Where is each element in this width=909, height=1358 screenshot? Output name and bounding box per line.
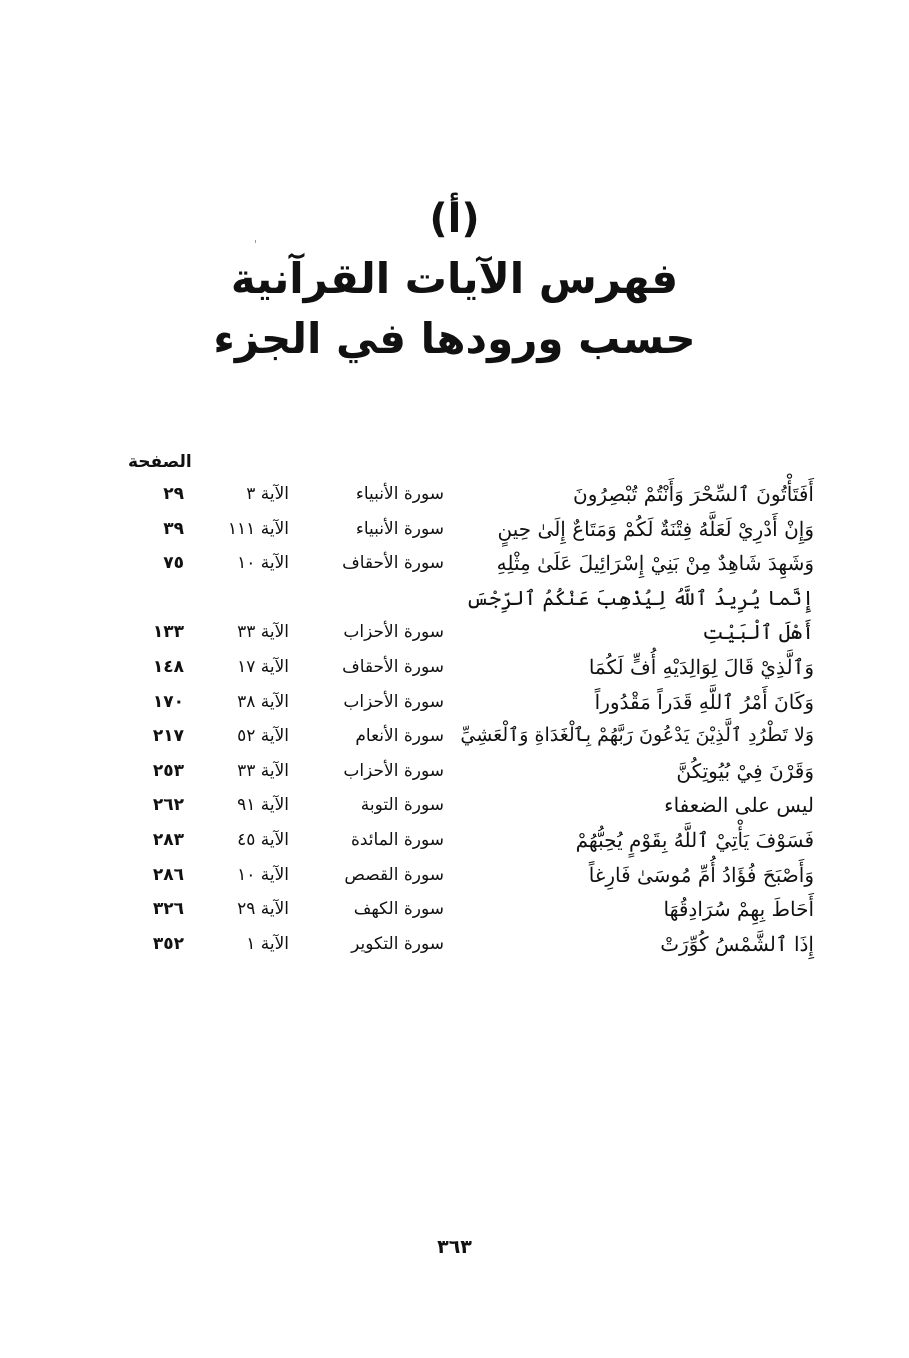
surah-name: سورة الأحقاف xyxy=(342,553,444,574)
verse-text: وَٱلَّذِيْ قَالَ لِوَالِدَيْهِ أُفٍّ لَكُمَا xyxy=(588,654,814,679)
ayah-number: الآية ٥٢ xyxy=(237,726,289,747)
ayah-number: الآية ١١١ xyxy=(227,518,289,539)
ayah-number: الآية ١٧ xyxy=(237,656,289,677)
ayah-number: الآية ١٠ xyxy=(237,864,289,885)
table-row xyxy=(0,759,909,794)
section-number: (أ) xyxy=(429,196,480,242)
table-row xyxy=(0,655,909,690)
table-row xyxy=(0,897,909,932)
verse-text: أَفَتَأْتُونَ ٱلسِّحْرَ وَأَنْتُمْ تُبْصِرُونَ xyxy=(573,482,814,506)
ayah-number: الآية ١٠ xyxy=(237,553,289,574)
table-row xyxy=(0,517,909,552)
table-row xyxy=(0,932,909,967)
page-number: ٢١٧ xyxy=(152,726,184,747)
verse-text: إِنَّما يُرِيدُ ٱللَّهُ لِيُذْهِبَ عَنْكُمُ ٱلرِّجْسَ xyxy=(465,585,814,610)
ayah-number: الآية ٣٨ xyxy=(237,691,289,712)
ayah-number: الآية ٩١ xyxy=(237,795,289,816)
page-number: ٢٨٦ xyxy=(152,864,184,885)
surah-name: سورة الأحزاب xyxy=(343,622,444,643)
verse-text: وَأَصْبَحَ فُؤَادُ أُمِّ مُوسَىٰ فَارِغاً xyxy=(588,862,814,887)
surah-name: سورة التوبة xyxy=(360,795,444,816)
verse-text: ليس على الضعفاء xyxy=(664,793,814,818)
verse-text: وَإِنْ أَدْرِيْ لَعَلَّهُ فِتْنَةٌ لَكُمْ وَمَتَاعٌ إِلَىٰ حِينٍ xyxy=(497,516,814,541)
page-number: ٢٦٢ xyxy=(152,795,184,816)
surah-name: سورة الأنبياء xyxy=(355,484,444,504)
verse-index-table xyxy=(0,482,909,966)
verse-text: أَحَاطَ بِهِمْ سُرَادِقُهَا xyxy=(663,897,814,922)
verse-text: فَسَوْفَ يَأْتِيْ ٱللَّهُ بِقَوْمٍ يُحِبُّهُمْ xyxy=(575,827,814,852)
ayah-number: الآية ٤٥ xyxy=(237,829,289,850)
verse-text: إِذَا ٱلشَّمْسُ كُوِّرَتْ xyxy=(660,931,814,956)
table-row xyxy=(0,620,909,655)
page-number: ٣٢٦ xyxy=(152,899,184,920)
surah-name: سورة الأحقاف xyxy=(342,656,444,677)
ayah-number: الآية ٢٩ xyxy=(237,899,289,920)
surah-name: سورة الكهف xyxy=(353,899,444,920)
verse-text: وَلا تَطْرُدِ ٱلَّذِيْنَ يَدْعُونَ رَبَّهُمْ بِٱلْغَدَاةِ وَٱلْعَشِيِّ xyxy=(460,724,814,747)
ayah-number: الآية ٣ xyxy=(246,484,289,504)
ayah-number: الآية ١ xyxy=(246,933,289,954)
surah-name: سورة الأحزاب xyxy=(343,691,444,712)
verse-text: وَكَانَ أَمْرُ ٱللَّهِ قَدَراً مَقْدُوراً xyxy=(594,689,814,714)
table-row xyxy=(0,793,909,828)
table-row xyxy=(0,828,909,863)
page-number: ١٤٨ xyxy=(152,656,184,677)
page-number: ٢٨٣ xyxy=(152,829,184,850)
page-number: ٢٩ xyxy=(163,484,184,504)
verse-text: وَقَرْنَ فِيْ بُيُوتِكُنَّ xyxy=(676,758,814,783)
footer-page-number: ٣٦٣ xyxy=(437,1236,472,1258)
table-row xyxy=(0,863,909,898)
table-row xyxy=(0,551,909,586)
ayah-number: الآية ٣٣ xyxy=(237,622,289,643)
surah-name: سورة الأحزاب xyxy=(343,760,444,781)
table-row xyxy=(0,724,909,759)
page-number: ٣٩ xyxy=(163,518,184,539)
page-number: ٢٥٣ xyxy=(152,760,184,781)
page-title: فهرس الآيات القرآنية xyxy=(230,254,679,303)
table-row xyxy=(0,690,909,725)
verse-text: أَهْلَ ٱلْبَيْتِ xyxy=(702,620,814,645)
surah-name: سورة المائدة xyxy=(350,829,444,850)
table-row xyxy=(0,482,909,517)
page-number: ١٣٣ xyxy=(152,622,184,643)
page-subtitle: حسب ورودها في الجزء xyxy=(213,314,696,363)
surah-name: سورة الأنبياء xyxy=(355,518,444,539)
table-row xyxy=(0,586,909,621)
page-number: ٣٥٢ xyxy=(152,933,184,954)
page-column-header: الصفحة xyxy=(128,452,192,472)
page-number: ١٧٠ xyxy=(152,691,184,712)
page-number: ٧٥ xyxy=(163,553,184,574)
surah-name: سورة التكوير xyxy=(351,933,444,954)
ayah-number: الآية ٣٣ xyxy=(237,760,289,781)
surah-name: سورة القصص xyxy=(344,864,444,885)
verse-text: وَشَهِدَ شَاهِدٌ مِنْ بَنِيْ إِسْرَائِيلَ عَلَىٰ مِثْلِهِ xyxy=(496,551,814,576)
surah-name: سورة الأنعام xyxy=(355,726,444,747)
